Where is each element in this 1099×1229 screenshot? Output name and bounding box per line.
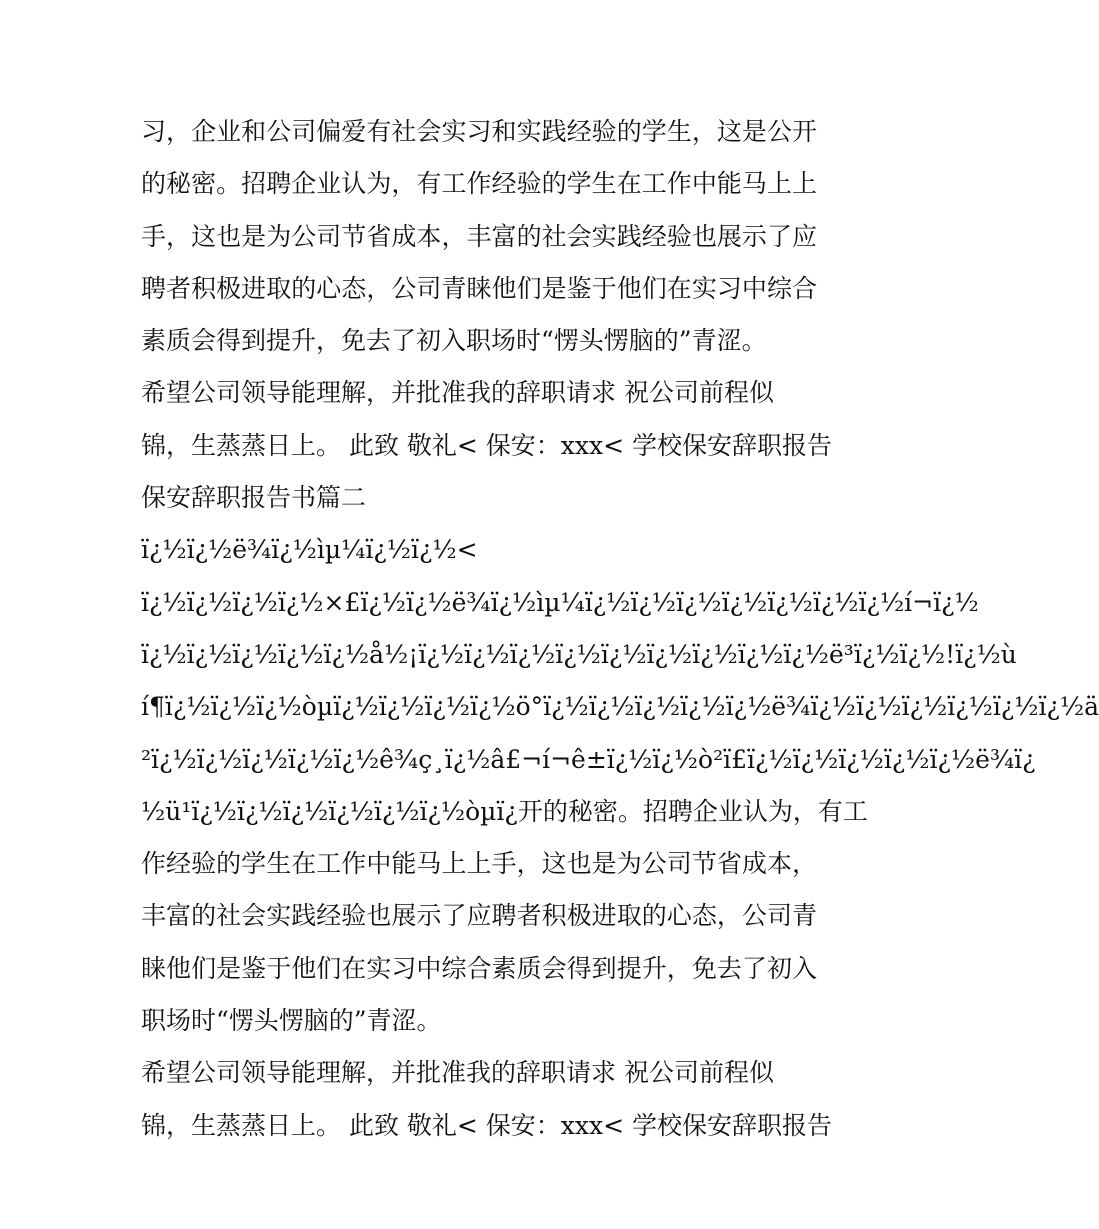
section-heading: 保安辞职报告书篇二 bbox=[141, 483, 367, 513]
paragraph-line: 睐他们是鉴于他们在实习中综合素质会得到提升，免去了初入 bbox=[141, 953, 817, 983]
paragraph-line: 素质会得到提升，免去了初入职场时“愣头愣脑的”青涩。 bbox=[141, 326, 767, 356]
garbled-line: ï¿½ï¿½ï¿½ï¿½ï¿½å½¡ï¿½ï¿½ï¿½ï¿½ï¿½ï¿½ï¿½ï¿½ï¿½ë³ï¿½ï¿½!ï¿½ù bbox=[141, 639, 1017, 669]
paragraph-line: 习，企业和公司偏爱有社会实习和实践经验的学生，这是公开 bbox=[141, 117, 817, 146]
paragraph-line: 手，这也是为公司节省成本，丰富的社会实践经验也展示了应 bbox=[141, 221, 817, 251]
paragraph-line: 作经验的学生在工作中能马上上手，这也是为公司节省成本， bbox=[141, 849, 817, 879]
garbled-line: ï¿½ï¿½ï¿½ï¿½×£ï¿½ï¿½ë¾ï¿½ìµ¼ï¿½ï¿½ï¿½ï¿½ï¿½ï¿½ï¿½í¬ï¿½ bbox=[141, 587, 979, 617]
paragraph-line: 希望公司领导能理解，并批准我的辞职请求 祝公司前程似 bbox=[141, 1058, 774, 1088]
paragraph-line: 聘者积极进取的心态，公司青睐他们是鉴于他们在实习中综合 bbox=[141, 273, 817, 303]
paragraph-line: 职场时“愣头愣脑的”青涩。 bbox=[141, 1006, 442, 1036]
garbled-line: ï¿½ï¿½ë¾ï¿½ìµ¼ï¿½ï¿½< bbox=[141, 535, 478, 565]
document-body bbox=[141, 106, 1099, 1152]
paragraph-line: 丰富的社会实践经验也展示了应聘者积极进取的心态，公司青 bbox=[141, 901, 817, 931]
garbled-line: í¶ï¿½ï¿½ï¿½òµï¿½ï¿½ï¿½ï¿½ö°ï¿½ï¿½ï¿½ï¿½ï¿½ë¾ï¿½ï¿½ï¿½ï¿½ï¿½ï¿½ä bbox=[141, 692, 1099, 722]
garbled-line: ½ü¹ï¿½ï¿½ï¿½ï¿½ï¿½ï¿½òµï¿开的秘密。招聘企业认为，有工 bbox=[141, 796, 868, 826]
paragraph-line: 的秘密。招聘企业认为，有工作经验的学生在工作中能马上上 bbox=[141, 169, 817, 199]
paragraph-line: 锦，生蒸蒸日上。 此致 敬礼< 保安：xxx< 学校保安辞职报告 bbox=[141, 430, 832, 460]
paragraph-line: 希望公司领导能理解，并批准我的辞职请求 祝公司前程似 bbox=[141, 378, 774, 408]
paragraph-line: 锦，生蒸蒸日上。 此致 敬礼< 保安：xxx< 学校保安辞职报告 bbox=[141, 1110, 832, 1140]
garbled-line: ²ï¿½ï¿½ï¿½ï¿½ï¿½ê¾ç¸ï¿½â£¬í¬ê±ï¿½ï¿½ò²ï£ï¿½ï¿½ï¿½ï¿½ï¿½ë¾ï¿ bbox=[141, 744, 1036, 774]
